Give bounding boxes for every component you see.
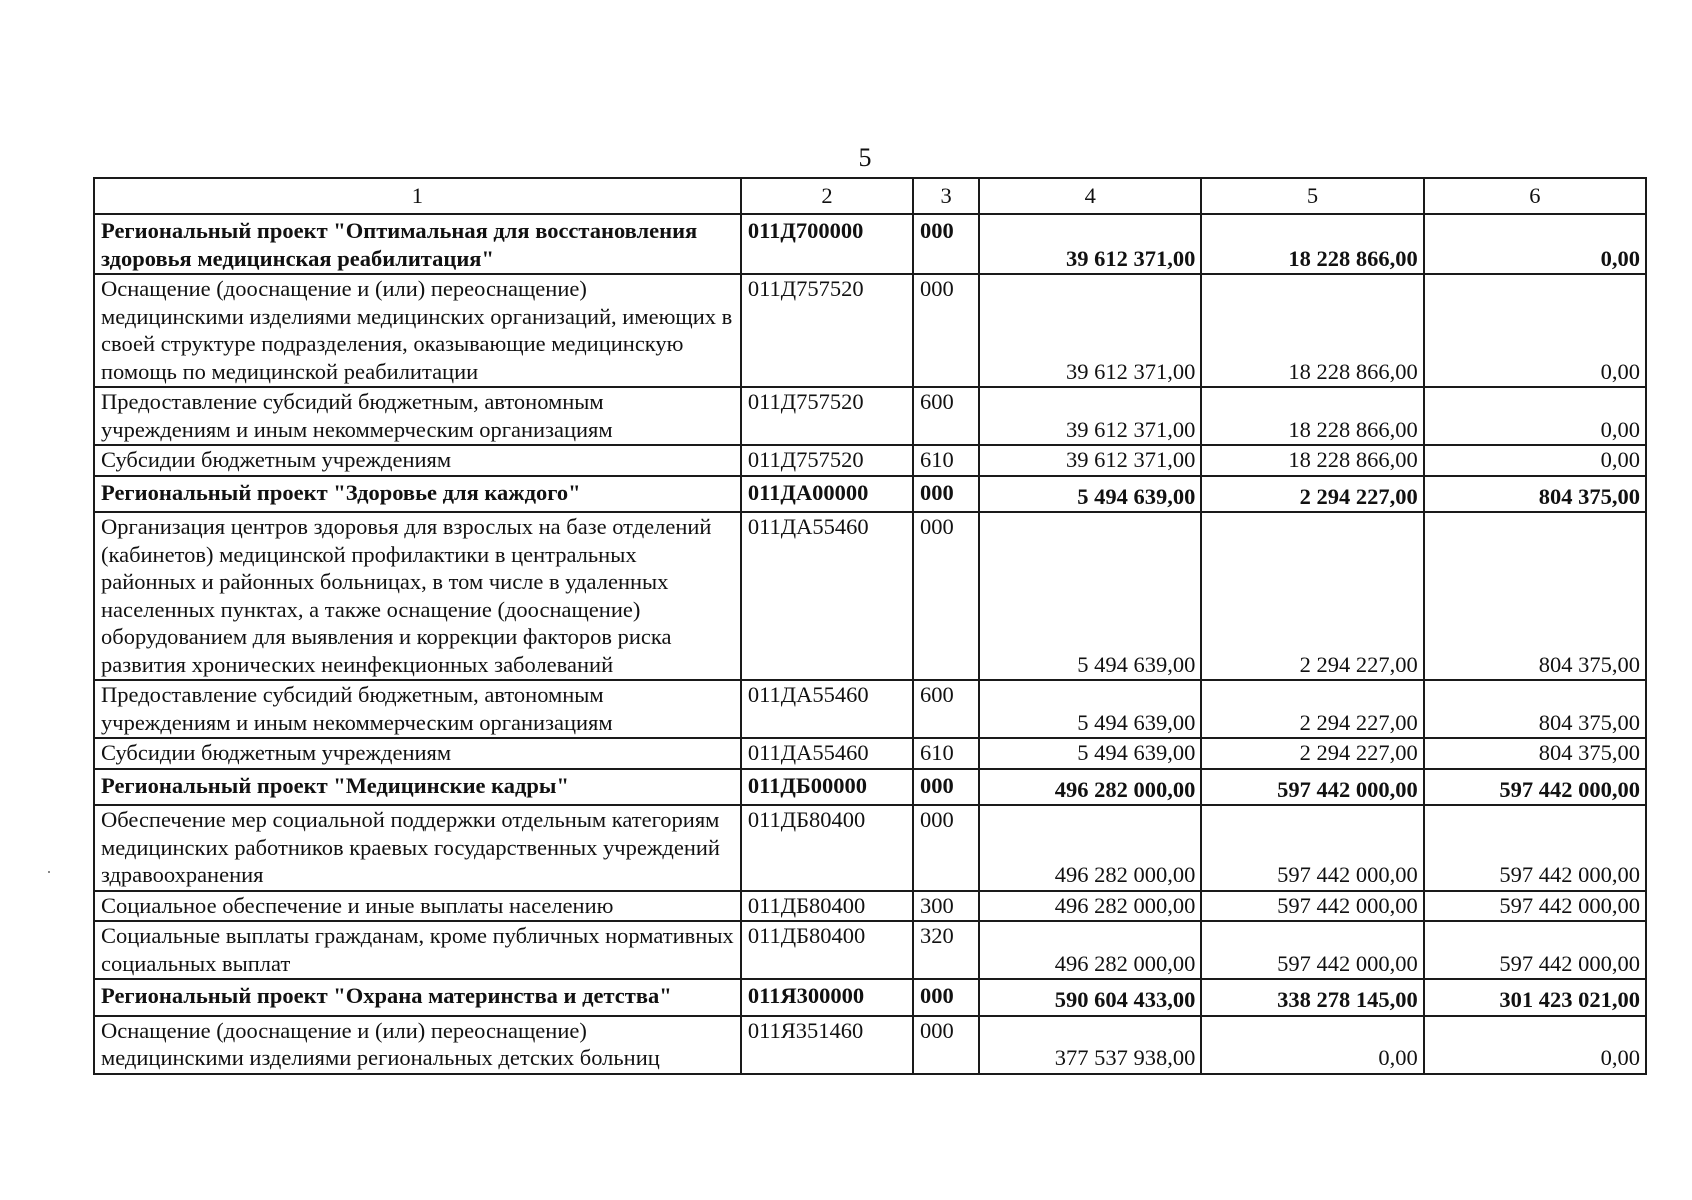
- row-amount-col5-cell: 2 294 227,00: [1201, 476, 1423, 513]
- row-code-cell: 011Я351460: [741, 1016, 913, 1074]
- table-row: [94, 805, 1646, 891]
- row-type-cell: 610: [913, 738, 979, 769]
- row-code-cell: 011Д757520: [741, 387, 913, 445]
- row-amount-col5-cell: 597 442 000,00: [1201, 769, 1423, 806]
- row-amount-col4-cell: 496 282 000,00: [979, 805, 1201, 891]
- row-amount-col5-cell: 18 228 866,00: [1201, 387, 1423, 445]
- row-amount-col4-cell: 39 612 371,00: [979, 387, 1201, 445]
- row-name-cell: Оснащение (дооснащение и (или) переоснащение) медицинскими изделиями региональных детских больниц: [94, 1016, 741, 1074]
- column-header-6: 6: [1424, 178, 1646, 214]
- row-type-cell: 600: [913, 387, 979, 445]
- row-amount-col5-cell: 0,00: [1201, 1016, 1423, 1074]
- row-name-cell: Региональный проект "Здоровье для каждого": [94, 476, 741, 513]
- scan-speck: [48, 871, 50, 873]
- table-row: [94, 1016, 1646, 1074]
- row-amount-col5-cell: 18 228 866,00: [1201, 274, 1423, 387]
- row-amount-col4-cell: 5 494 639,00: [979, 738, 1201, 769]
- row-amount-col5-cell: 2 294 227,00: [1201, 512, 1423, 680]
- row-amount-col4-cell: 5 494 639,00: [979, 512, 1201, 680]
- row-code-cell: 011ДА00000: [741, 476, 913, 513]
- row-code-cell: 011ДА55460: [741, 680, 913, 738]
- table-header-row: [94, 178, 1646, 214]
- row-code-cell: 011Я300000: [741, 979, 913, 1016]
- table-row: [94, 512, 1646, 680]
- row-type-cell: 000: [913, 214, 979, 274]
- row-type-cell: 600: [913, 680, 979, 738]
- row-amount-col5-cell: 597 442 000,00: [1201, 891, 1423, 922]
- row-amount-col4-cell: 5 494 639,00: [979, 680, 1201, 738]
- column-header-1: 1: [94, 178, 741, 214]
- row-amount-col4-cell: 590 604 433,00: [979, 979, 1201, 1016]
- table-row-project-total: [94, 769, 1646, 806]
- row-amount-col4-cell: 5 494 639,00: [979, 476, 1201, 513]
- row-amount-col4-cell: 39 612 371,00: [979, 214, 1201, 274]
- row-type-cell: 300: [913, 891, 979, 922]
- row-code-cell: 011ДА55460: [741, 738, 913, 769]
- row-amount-col4-cell: 496 282 000,00: [979, 921, 1201, 979]
- table-row: [94, 891, 1646, 922]
- row-name-cell: Региональный проект "Оптимальная для восстановления здоровья медицинская реабилитация": [94, 214, 741, 274]
- row-amount-col4-cell: 496 282 000,00: [979, 891, 1201, 922]
- row-code-cell: 011ДБ80400: [741, 891, 913, 922]
- row-amount-col6-cell: 804 375,00: [1424, 476, 1646, 513]
- row-type-cell: 000: [913, 805, 979, 891]
- table-body: [94, 214, 1646, 1074]
- row-code-cell: 011Д757520: [741, 445, 913, 476]
- row-amount-col6-cell: 0,00: [1424, 214, 1646, 274]
- budget-table: [93, 177, 1647, 1075]
- row-name-cell: Субсидии бюджетным учреждениям: [94, 738, 741, 769]
- row-type-cell: 000: [913, 979, 979, 1016]
- row-amount-col5-cell: 597 442 000,00: [1201, 921, 1423, 979]
- table-row: [94, 738, 1646, 769]
- row-code-cell: 011ДБ80400: [741, 921, 913, 979]
- row-amount-col4-cell: 39 612 371,00: [979, 445, 1201, 476]
- row-amount-col6-cell: 301 423 021,00: [1424, 979, 1646, 1016]
- row-amount-col4-cell: 377 537 938,00: [979, 1016, 1201, 1074]
- row-code-cell: 011ДБ80400: [741, 805, 913, 891]
- row-amount-col5-cell: 18 228 866,00: [1201, 445, 1423, 476]
- row-amount-col6-cell: 597 442 000,00: [1424, 891, 1646, 922]
- row-amount-col5-cell: 597 442 000,00: [1201, 805, 1423, 891]
- row-name-cell: Региональный проект "Медицинские кадры": [94, 769, 741, 806]
- row-type-cell: 000: [913, 1016, 979, 1074]
- row-type-cell: 320: [913, 921, 979, 979]
- row-type-cell: 610: [913, 445, 979, 476]
- row-name-cell: Субсидии бюджетным учреждениям: [94, 445, 741, 476]
- row-amount-col6-cell: 804 375,00: [1424, 512, 1646, 680]
- row-amount-col5-cell: 18 228 866,00: [1201, 214, 1423, 274]
- table-row-project-total: [94, 214, 1646, 274]
- row-code-cell: 011ДА55460: [741, 512, 913, 680]
- column-header-2: 2: [741, 178, 913, 214]
- row-amount-col6-cell: 0,00: [1424, 387, 1646, 445]
- row-amount-col6-cell: 597 442 000,00: [1424, 805, 1646, 891]
- row-code-cell: 011Д757520: [741, 274, 913, 387]
- row-name-cell: Обеспечение мер социальной поддержки отдельным категориям медицинских работников краевых государственных учреждений здравоохранения: [94, 805, 741, 891]
- table-row-project-total: [94, 979, 1646, 1016]
- column-header-4: 4: [979, 178, 1201, 214]
- row-name-cell: Предоставление субсидий бюджетным, автономным учреждениям и иным некоммерческим организациям: [94, 387, 741, 445]
- row-amount-col6-cell: 0,00: [1424, 445, 1646, 476]
- row-type-cell: 000: [913, 769, 979, 806]
- page-number: 5: [858, 143, 872, 172]
- column-header-3: 3: [913, 178, 979, 214]
- row-name-cell: Оснащение (дооснащение и (или) переоснащение) медицинскими изделиями медицинских организаций, имеющих в своей структуре подразделения, оказывающие медицинскую помощь по медицинской реабилитации: [94, 274, 741, 387]
- row-amount-col5-cell: 2 294 227,00: [1201, 738, 1423, 769]
- row-amount-col6-cell: 0,00: [1424, 1016, 1646, 1074]
- row-amount-col6-cell: 0,00: [1424, 274, 1646, 387]
- column-header-5: 5: [1201, 178, 1423, 214]
- row-code-cell: 011ДБ00000: [741, 769, 913, 806]
- table-row: [94, 274, 1646, 387]
- row-amount-col6-cell: 804 375,00: [1424, 738, 1646, 769]
- row-amount-col6-cell: 804 375,00: [1424, 680, 1646, 738]
- table-row-project-total: [94, 476, 1646, 513]
- row-name-cell: Организация центров здоровья для взрослых на базе отделений (кабинетов) медицинской профилактики в центральных районных и районных больницах, в том числе в удаленных населенных пунктах, а также оснащение (дооснащение) оборудованием для выявления и коррекции факторов риска развития хронических неинфекционных заболеваний: [94, 512, 741, 680]
- row-name-cell: Социальные выплаты гражданам, кроме публичных нормативных социальных выплат: [94, 921, 741, 979]
- row-amount-col6-cell: 597 442 000,00: [1424, 921, 1646, 979]
- row-code-cell: 011Д700000: [741, 214, 913, 274]
- row-type-cell: 000: [913, 274, 979, 387]
- row-amount-col5-cell: 2 294 227,00: [1201, 680, 1423, 738]
- row-type-cell: 000: [913, 512, 979, 680]
- row-amount-col4-cell: 496 282 000,00: [979, 769, 1201, 806]
- table-row: [94, 387, 1646, 445]
- row-name-cell: Предоставление субсидий бюджетным, автономным учреждениям и иным некоммерческим организациям: [94, 680, 741, 738]
- row-type-cell: 000: [913, 476, 979, 513]
- row-amount-col4-cell: 39 612 371,00: [979, 274, 1201, 387]
- row-amount-col6-cell: 597 442 000,00: [1424, 769, 1646, 806]
- row-amount-col5-cell: 338 278 145,00: [1201, 979, 1423, 1016]
- table-row: [94, 445, 1646, 476]
- row-name-cell: Региональный проект "Охрана материнства и детства": [94, 979, 741, 1016]
- table-row: [94, 921, 1646, 979]
- row-name-cell: Социальное обеспечение и иные выплаты населению: [94, 891, 741, 922]
- table-row: [94, 680, 1646, 738]
